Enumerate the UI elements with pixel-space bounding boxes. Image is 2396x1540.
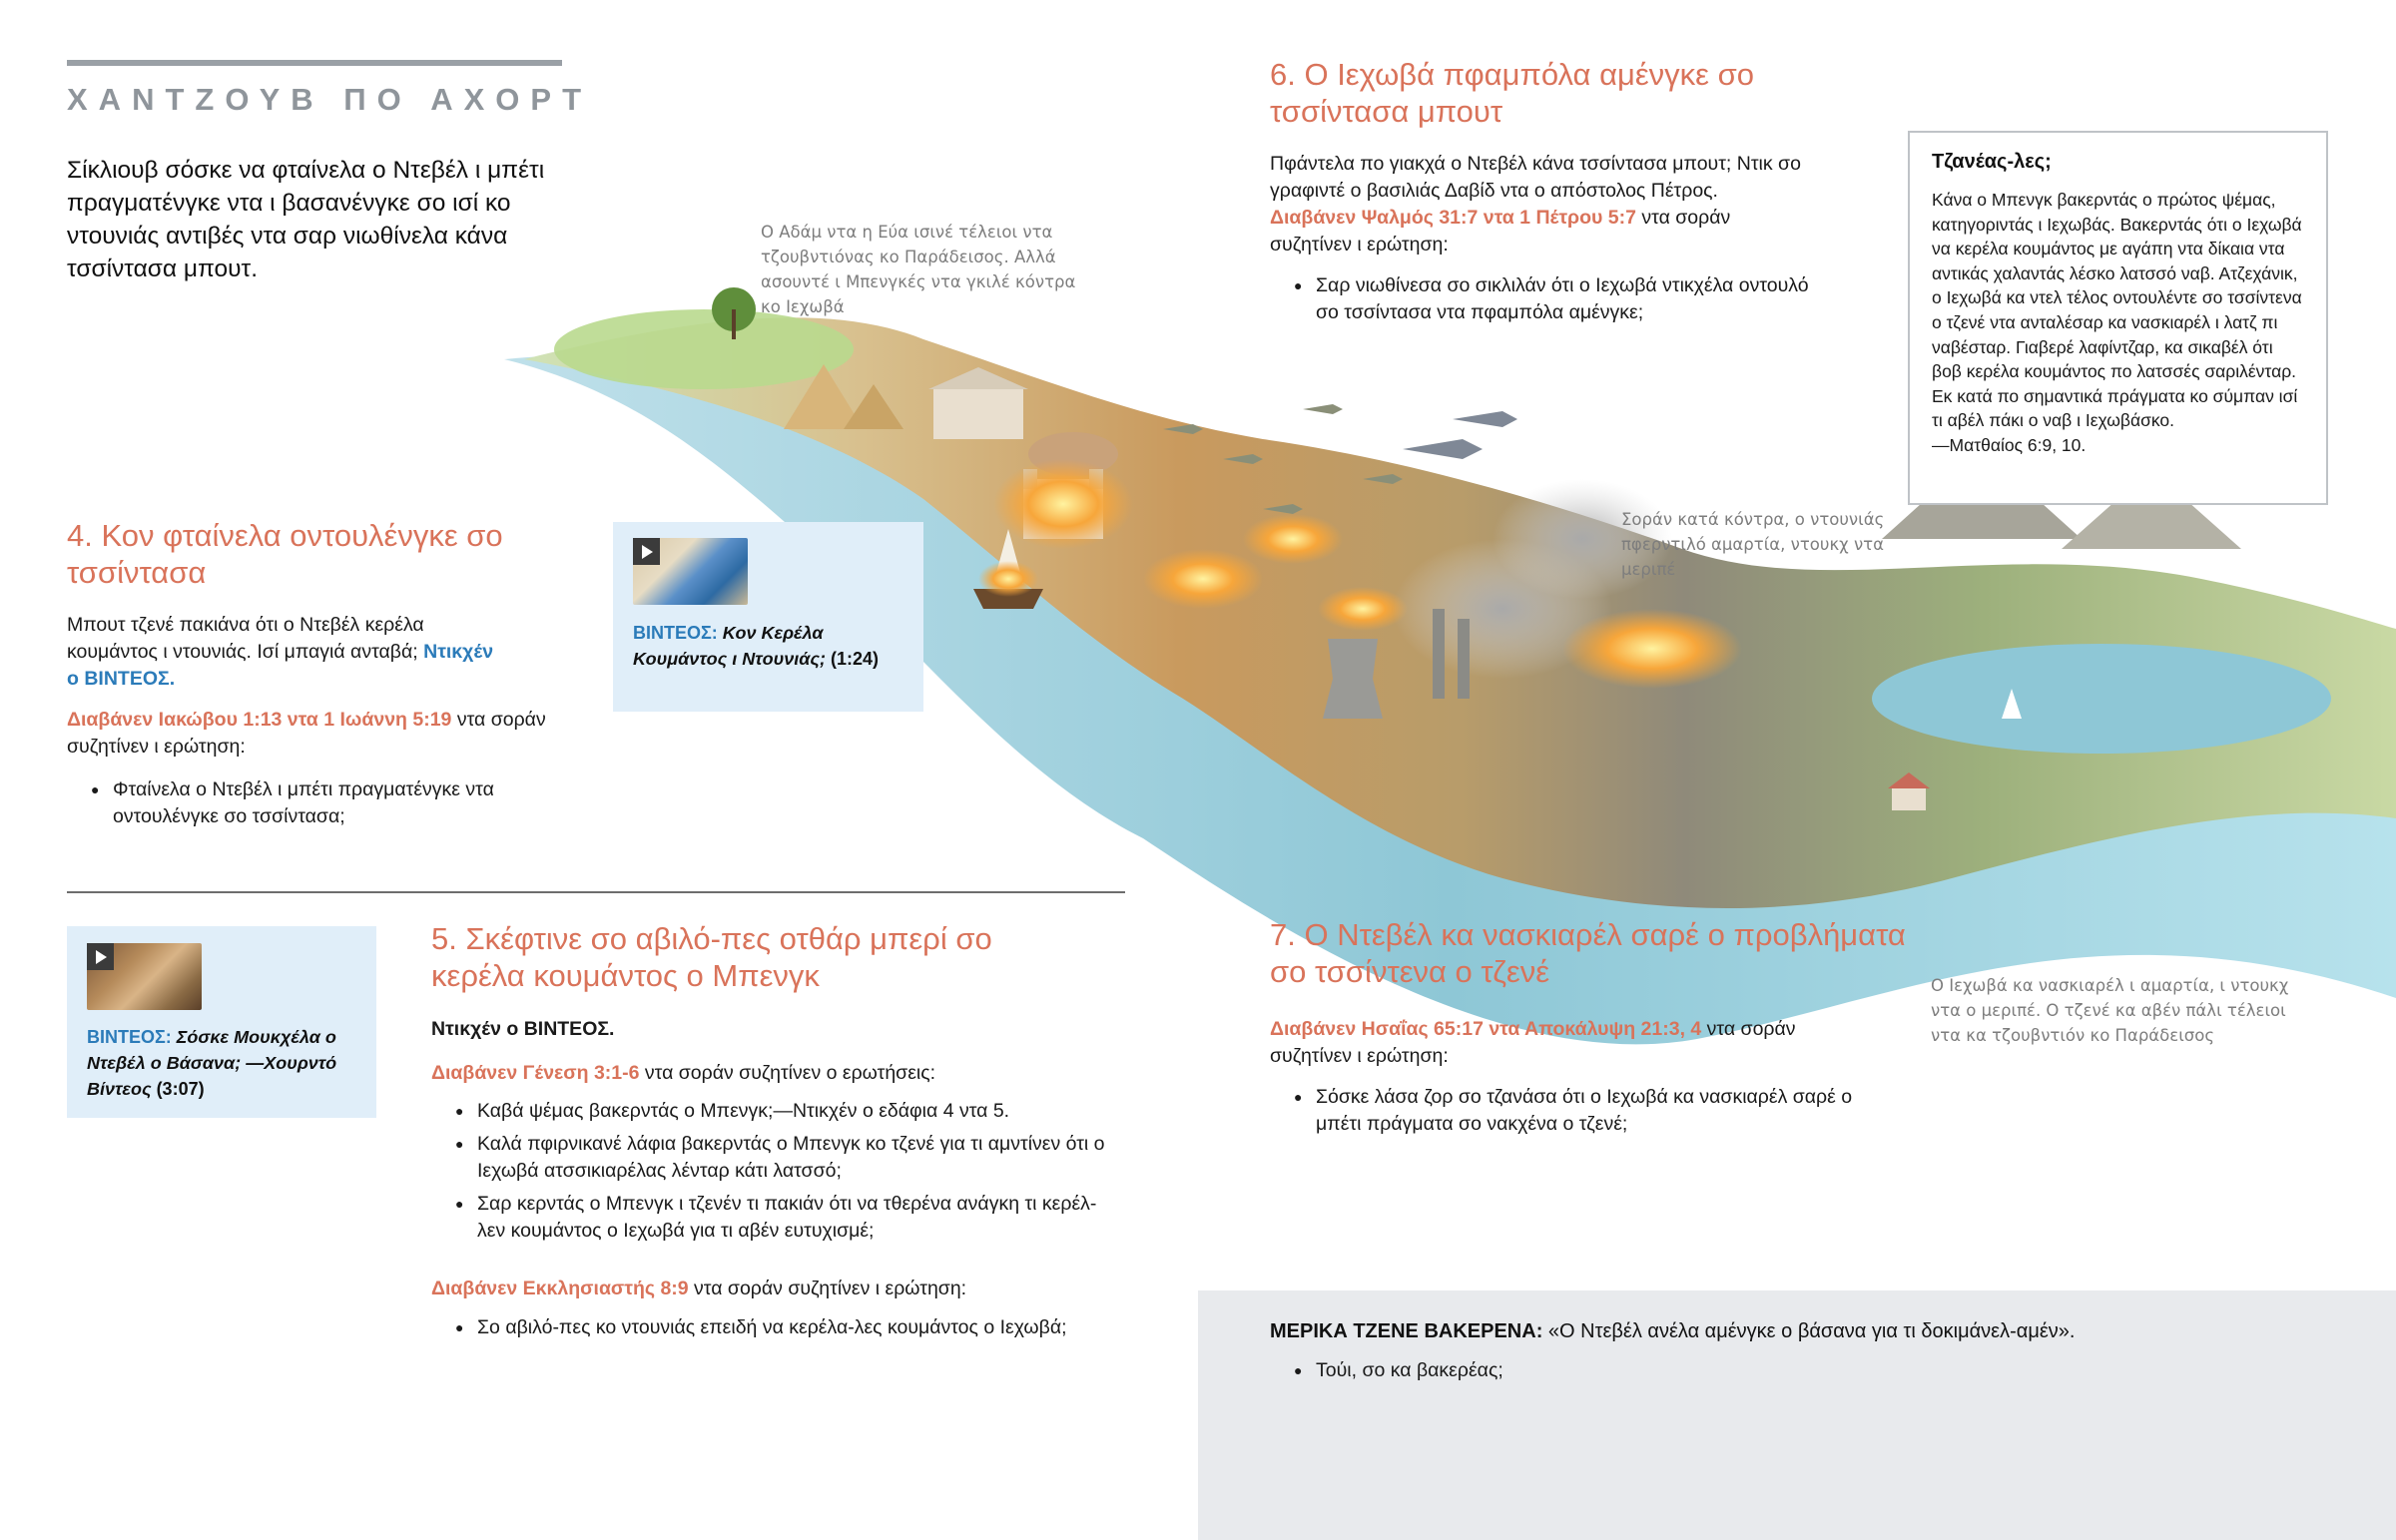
section-7-ref-link[interactable]: Διαβάνεν Ησαΐας 65:17 ντα Αποκάλυψη 21:3, 4 <box>1270 1018 1702 1040</box>
caption-sin: Σοράν κατά κόντρα, ο ντουνιάς πφερντιλό αμαρτία, ντουκχ ντα μεριπέ <box>1621 510 1885 579</box>
section-5-watch-video-link[interactable]: Ντικχέν ο ΒΙΝΤΕΟΣ. <box>431 1018 615 1040</box>
section-7-scripture-ref <box>1270 1016 1869 1070</box>
section-6-heading: 6. Ο Ιεχωβά πφαμπόλα αμένγκε σο τσσίντασα μπουτ <box>1270 57 1754 129</box>
header-rule <box>67 60 562 66</box>
list-item: ● Σαρ κερντάς ο Μπενγκ ι τζενέν τι πακιάν ότι να τθερένα ανάγκη τι κερέλ-λεν κουμάντος ο Ιεχωβά για τι αβέν ευτυχισμέ; <box>431 1191 1110 1245</box>
sidebar-body <box>1932 188 2304 458</box>
section-6-ref-link[interactable]: Διαβάνεν Ψαλμός 31:7 ντα 1 Πέτρου 5:7 <box>1270 207 1636 229</box>
video-title[interactable]: Σόσκε Μουκχέλα ο Ντεβέλ ο Βάσανα; —Χουρντό Βίντεος <box>87 1027 337 1099</box>
sidebar-citation[interactable]: —Ματθαίος 6:9, 10. <box>1932 434 2087 455</box>
list-item: ● Φταίνελα ο Ντεβέλ ι μπέτι πραγματένγκε ντα οντουλένγκε σο τσσίντασα; <box>67 776 546 830</box>
section-4-text: Μπουτ τζενέ πακιάνα ότι ο Ντεβέλ κερέλα κουμάντος ι ντουνιάς. Ισί μπαγιά ανταβά; <box>67 614 424 663</box>
video-thumbnail[interactable] <box>633 538 748 605</box>
list-item: ● Καλά πφιρνικανέ λάφια βακερντάς ο Μπενγκ κο τζενέ για τι αμντίνεν ότι ο Ιεχωβά ατσσικιαρέλας λένταρ κάτι λατσσό; <box>431 1131 1110 1185</box>
section-6-text: Πφάντελα πο γιακχά ο Ντεβέλ κάνα τσσίντασα μπουτ; Ντικ σο γραφιντέ ο βασιλιάς Δαβίδ ντα ο απόστολος Πέτρος. <box>1270 153 1801 202</box>
section-5-ref-link[interactable]: Διαβάνεν Γένεση 3:1-6 <box>431 1062 640 1084</box>
section-6-ref-suffix: ντα σοράν συζητίνεν ι ερώτηση: <box>1270 207 1731 256</box>
video-label: ΒΙΝΤΕΟΣ: <box>633 623 718 643</box>
section-4-scripture-ref <box>67 707 566 761</box>
section-7-ref-suffix: ντα σοράν συζητίνεν ι ερώτηση: <box>1270 1018 1796 1067</box>
play-icon[interactable] <box>87 943 114 970</box>
section-4-ref-link[interactable]: Διαβάνεν Ιακώβου 1:13 ντα 1 Ιωάννη 5:19 <box>67 709 452 731</box>
section-5-scripture-ref <box>431 1060 1110 1087</box>
section-4-watch-video-link[interactable]: Ντικχέν ο ΒΙΝΤΕΟΣ. <box>67 641 494 690</box>
some-people-say-quote: «Ο Ντεβέλ ανέλα αμένγκε ο βάσανα για τι δοκιμάνελ-αμέν». <box>1542 1320 2076 1342</box>
section-5-questions <box>431 1098 1110 1251</box>
section-4-heading: 4. Κον φταίνελα οντουλένγκε σο τσσίντασα <box>67 518 503 590</box>
section-5-questions-2 <box>431 1314 1070 1347</box>
play-icon[interactable] <box>633 538 660 565</box>
video-card-why-suffering[interactable] <box>67 926 376 1118</box>
section-divider <box>67 891 1125 893</box>
section-5-heading: 5. Σκέφτινε σο αβιλό-πες οτθάρ μπερί σο κερέλα κουμάντος ο Μπενγκ <box>431 921 992 993</box>
video-label: ΒΙΝΤΕΟΣ: <box>87 1027 172 1047</box>
list-item: ● Σόσκε λάσα ζορ σο τζανάσα ότι ο Ιεχωβά κα νασκιαρέλ σαρέ ο μπέτι πράγματα σο νακχένα ο τζενέ; <box>1270 1084 1869 1138</box>
some-people-say-label: ΜΕΡΙΚΑ ΤΖΕΝΕ ΒΑΚΕΡΕΝΑ: <box>1270 1320 1543 1342</box>
some-people-say-line <box>1270 1317 2368 1345</box>
video-caption <box>87 1024 371 1102</box>
list-item: ● Καβά ψέμας βακερντάς ο Μπενγκ;—Ντικχέν ο εδάφια 4 ντα 5. <box>431 1098 1110 1125</box>
section-7-heading: 7. Ο Ντεβέλ κα νασκιαρέλ σαρέ ο προβλήματα σο τσσίντενα ο τζενέ <box>1270 917 1906 989</box>
sidebar-title: Τζανέας-λες; <box>1932 151 2052 173</box>
section-4-body <box>67 612 506 693</box>
list-item: ● Τούι, σο κα βακερέας; <box>1270 1357 2069 1384</box>
some-people-say-questions <box>1270 1357 2069 1390</box>
video-duration: (3:07) <box>151 1079 205 1099</box>
video-card-who-rules[interactable] <box>613 522 923 712</box>
list-item: ● Σο αβιλό-πες κο ντουνιάς επειδή να κερέλα-λες κουμάντος ο Ιεχωβά; <box>431 1314 1070 1341</box>
section-4-ref-suffix: ντα σοράν συζητίνεν ι ερώτηση: <box>67 709 546 758</box>
caption-paradise: Ο Ιεχωβά κα νασκιαρέλ ι αμαρτία, ι ντουκχ ντα ο μεριπέ. Ο τζενέ κα αβέν πάλι τέλειοι ντα κα τζουβντιόν κο Παράδεισος <box>1931 976 2289 1045</box>
section-6-questions <box>1270 272 1809 332</box>
did-you-know-box <box>1908 131 2328 505</box>
section-4-questions <box>67 776 546 836</box>
video-duration: (1:24) <box>826 649 880 669</box>
video-title[interactable]: Κον Κερέλα Κουμάντος ι Ντουνιάς; <box>633 623 826 669</box>
section-5-ref-suffix: ντα σοράν συζητίνεν ο ερωτήσεις: <box>639 1062 936 1084</box>
section-7-questions <box>1270 1084 1869 1144</box>
section-title: ΧΑΝΤΖΟΥΒ ΠΟ ΑΧΟΡΤ <box>67 82 593 117</box>
video-thumbnail[interactable] <box>87 943 202 1010</box>
section-5-ref2-suffix: ντα σοράν συζητίνεν ι ερώτηση: <box>688 1278 967 1299</box>
video-caption <box>633 620 912 672</box>
section-5-scripture-ref-2 <box>431 1276 1110 1302</box>
section-6-body <box>1270 151 1809 258</box>
list-item: ● Σαρ νιωθίνεσα σο σικλιλάν ότι ο Ιεχωβά ντικχέλα οντουλό σο τσσίντασα ντα πφαμπόλα αμένγκε; <box>1270 272 1809 326</box>
sidebar-text: Κάνα ο Μπενγκ βακερντάς ο πρώτος ψέμας, κατηγοριντάς ι Ιεχωβάς. Βακερντάς ότι ο Ιεχωβά να κερέλα κουμάντος με αγάπη ντα δίκαια ντα αντικάς χαλαντάς λέσκο λατσσό ναβ. Ατζεχάνικ, ο Ιεχωβά κα ντελ τέλος οντουλέντε σο τσσίντενα ο τζενέ ντα ανταλέσαρ κα νασκιαρέλ ι λατζ πι ναβέσταρ. Γιαβερέ λαφίντζαρ, κα σικαβέλ ότι βοβ κερέλα κουμάντος πο λατσσές σαριλένταρ. Εκ κατά πο σημαντικά πράγματα κο σύμπαν ισί τι αβέλ πάκι ο ναβ ι Ιεχωβάσκο. <box>1932 190 2302 431</box>
section-5-ref2-link[interactable]: Διαβάνεν Εκκλησιαστής 8:9 <box>431 1278 689 1299</box>
caption-eden: Ο Αδάμ ντα η Εύα ισινέ τέλειοι ντα τζουβντιόνας κο Παράδεισος. Αλλά ασουντέ ι Μπενγκές ντα γκιλέ κόντρα κο Ιεχωβά <box>761 223 1076 316</box>
intro-paragraph: Σίκλιουβ σόσκε να φταίνελα ο Ντεβέλ ι μπέτι πραγματένγκε ντα ι βασανένγκε σο ισί κο ντουνιάς αντιβές ντα σαρ νιωθίνελα κάνα τσσίντασα μπουτ. <box>67 157 545 282</box>
